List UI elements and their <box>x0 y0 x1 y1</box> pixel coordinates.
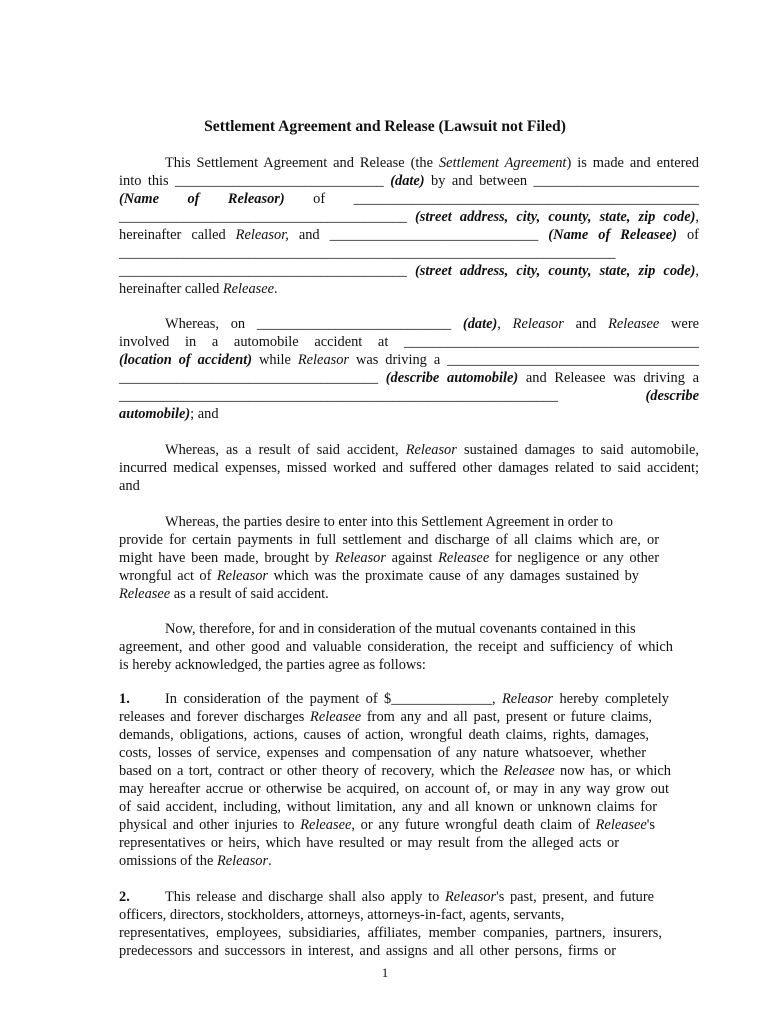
page-number: 1 <box>381 965 389 980</box>
intro-line-5 <box>119 226 699 244</box>
text: involved in a automobile accident at _________________________________________ <box>119 334 699 350</box>
section1-line-3 <box>119 726 649 744</box>
text: Releasor <box>216 568 269 584</box>
text: predecessors and successors in interest, and assigns and all other persons, firms or <box>119 943 616 959</box>
text: Releasor <box>405 442 457 458</box>
text: , or any future wrongful death claim of <box>351 817 596 833</box>
text: Releasor <box>334 550 386 566</box>
text: provide for certain payments in full settlement and discharge of all claims which are, or <box>119 532 659 548</box>
text: Settlement Agreement <box>438 155 567 171</box>
text: . <box>274 281 278 297</box>
text: which was the proximate cause of any damages sustained by <box>268 568 640 584</box>
intro-line-2 <box>119 172 699 190</box>
intro-line-1 <box>165 154 699 172</box>
text: Whereas, as a result of said accident, <box>165 442 406 458</box>
section2-line-4 <box>119 942 616 960</box>
section1-line-7 <box>119 798 657 816</box>
text: and <box>563 316 609 332</box>
text: (Name of Releasor) <box>119 191 285 207</box>
text: Releasee <box>503 763 555 779</box>
whereas1-line-3 <box>119 351 699 369</box>
whereas3-line-2 <box>119 531 659 549</box>
text: (describe <box>645 388 699 404</box>
text: Releasor <box>444 889 497 905</box>
intro-line-7 <box>119 262 699 280</box>
whereas1-line-5 <box>119 387 699 405</box>
text: Releasee <box>300 817 352 833</box>
text: This release and discharge shall also apply to <box>165 889 445 905</box>
whereas3-line-5 <box>119 585 699 603</box>
text: physical and other injuries to <box>119 817 301 833</box>
text: is hereby acknowledged, the parties agree as follows: <box>119 657 426 673</box>
text: omissions of the <box>119 853 217 869</box>
text: Releasee <box>310 709 362 725</box>
section1-line-2 <box>119 708 652 726</box>
text: 's <box>646 817 655 833</box>
text: releases and forever discharges <box>119 709 311 725</box>
text: might have been made, brought by <box>119 550 335 566</box>
text: representatives or heirs, which have resulted or may result from the alleged acts or <box>119 835 619 851</box>
text: ________________________________________ <box>119 209 415 225</box>
document-title: Settlement Agreement and Release (Lawsuit not Filed) <box>204 118 566 135</box>
text: Now, therefore, for and in consideration of the mutual covenants contained in this <box>165 621 636 637</box>
text: Whereas, on ___________________________ <box>165 316 463 332</box>
text: Releasee <box>608 316 660 332</box>
text: from any and all past, present or future claims, <box>361 709 653 725</box>
whereas1-line-4 <box>119 369 699 387</box>
text: ____________________________________ <box>119 370 386 386</box>
text: , <box>497 316 513 332</box>
text: Releasor, <box>235 227 289 243</box>
text: and _____________________________ <box>288 227 549 243</box>
text: Releasor <box>216 853 269 869</box>
text: incurred medical expenses, missed worked and suffered other damages related to said accident; <box>119 460 699 476</box>
text: hereinafter called <box>119 281 223 297</box>
text: (date) <box>462 316 498 332</box>
section1-line-4 <box>119 744 646 762</box>
text: were <box>659 316 699 332</box>
text: as a result of said accident. <box>170 586 329 602</box>
intro-line-8 <box>119 280 699 298</box>
intro-line-3 <box>119 190 699 208</box>
text: agreement, and other good and valuable consideration, the receipt and sufficiency of which <box>119 639 673 655</box>
text: Releasee <box>438 550 490 566</box>
text: _____________________________________________________________________ <box>119 245 616 261</box>
whereas3-line-3 <box>119 549 659 567</box>
text: In consideration of the payment of $______________, <box>165 691 502 707</box>
text: (street address, city, county, state, zip code) <box>414 209 696 225</box>
text: costs, losses of service, expenses and compensation of any nature whatsoever, whether <box>119 745 646 761</box>
section1-line-6 <box>119 780 669 798</box>
text: (describe automobile) <box>385 370 519 386</box>
text: ________________________________________ <box>119 263 415 279</box>
text: of <box>676 227 699 243</box>
whereas2-line-3 <box>119 477 699 495</box>
section-number: 1. <box>119 691 130 707</box>
text: may hereafter accrue or otherwise be acquired, on account of, or may in any way grow out <box>119 781 669 797</box>
whereas1-line-1 <box>165 315 699 333</box>
text: officers, directors, stockholders, attorneys, attorneys-in-fact, agents, servants, <box>119 907 565 923</box>
section1-line-10 <box>119 852 699 870</box>
text: of ________________________________________________ <box>284 191 699 207</box>
whereas2-line-2 <box>119 459 699 477</box>
text: hereinafter called <box>119 227 236 243</box>
section1-line-8 <box>119 816 655 834</box>
text: was driving a ___________________________________ <box>349 352 699 368</box>
text: Whereas, the parties desire to enter into this Settlement Agreement in order to <box>165 514 613 530</box>
text: sustained damages to said automobile, <box>456 442 699 458</box>
intro-line-4 <box>119 208 699 226</box>
intro-line-6 <box>119 244 699 262</box>
text: (location of accident) <box>119 352 252 368</box>
text: now has, or which <box>554 763 671 779</box>
text: hereby completely <box>553 691 669 707</box>
text: This Settlement Agreement and Release (the <box>165 155 439 171</box>
text: of said accident, including, without limitation, any and all known or unknown claims for <box>119 799 657 815</box>
text: and <box>119 478 140 494</box>
text: Releasor <box>297 352 350 368</box>
text: while <box>252 352 298 368</box>
whereas1-line-6 <box>119 405 699 423</box>
text: . <box>268 853 272 869</box>
now-therefore-line-3 <box>119 656 699 674</box>
text: Releasee <box>222 281 275 297</box>
text: against <box>385 550 439 566</box>
now-therefore-line-2 <box>119 638 673 656</box>
text: ) is made and entered <box>566 155 699 171</box>
text: Releasor <box>512 316 564 332</box>
whereas3-line-1 <box>165 513 635 531</box>
text: wrongful act of <box>119 568 217 584</box>
text: by and between _______________________ <box>424 173 699 189</box>
text: Releasor <box>501 691 554 707</box>
text: , <box>695 263 699 279</box>
text: ; and <box>190 406 219 422</box>
text: Releasee <box>119 586 171 602</box>
text: (date) <box>390 173 425 189</box>
whereas3-line-4 <box>119 567 639 585</box>
section2-line-3 <box>119 924 662 942</box>
text: (street address, city, county, state, zip code) <box>414 263 696 279</box>
text: demands, obligations, actions, causes of action, wrongful death claims, rights, damages, <box>119 727 649 743</box>
now-therefore-line-1 <box>165 620 675 638</box>
section2-line-2 <box>119 906 565 924</box>
section-number: 2. <box>119 889 130 905</box>
whereas1-line-2 <box>119 333 699 351</box>
text: representatives, employees, subsidiaries, affiliates, member companies, partners, insurers, <box>119 925 662 941</box>
section2-line-1 <box>119 888 654 906</box>
section1-line-9 <box>119 834 619 852</box>
section1-line-5 <box>119 762 671 780</box>
section1-line-1 <box>119 690 669 708</box>
text: and Releasee was driving a <box>518 370 699 386</box>
text: automobile) <box>119 406 191 422</box>
text: based on a tort, contract or other theory of recovery, which the <box>119 763 504 779</box>
text: 's past, present, and future <box>496 889 654 905</box>
text: _____________________________________________________________ <box>119 388 646 404</box>
text: Releasee <box>595 817 647 833</box>
whereas2-line-1 <box>165 441 699 459</box>
text: into this _____________________________ <box>119 173 391 189</box>
text: (Name of Releasee) <box>548 227 677 243</box>
text: , <box>695 209 699 225</box>
text: for negligence or any other <box>489 550 659 566</box>
